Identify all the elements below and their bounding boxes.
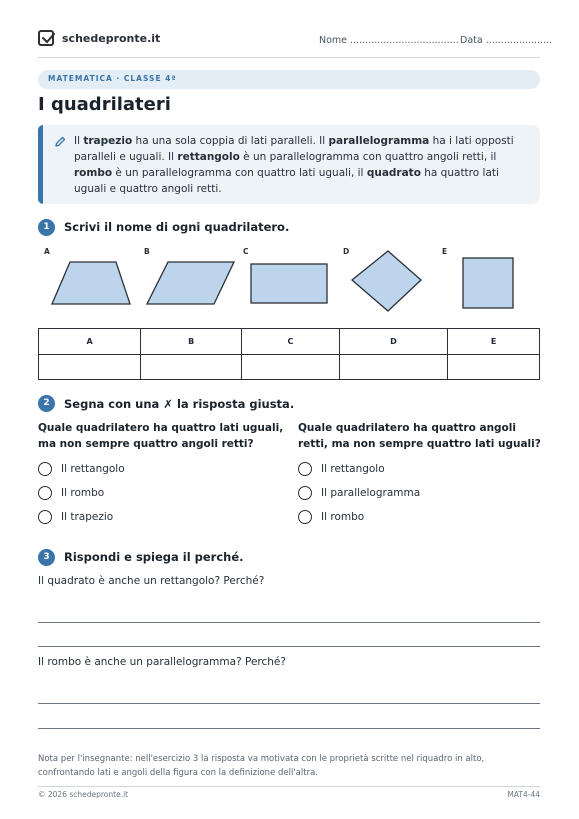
- radio-right-2[interactable]: [298, 486, 312, 500]
- left-question: [38, 420, 283, 452]
- footer-copyright: © 2026 schedepronte.it: [38, 790, 129, 799]
- question-rhombus: Il rombo è anche un parallelogramma? Perché?: [38, 656, 286, 668]
- answer-cell-e[interactable]: [448, 355, 540, 380]
- shape-label-b: B: [144, 247, 150, 256]
- radio-right-1[interactable]: [298, 462, 312, 476]
- rectangle-shape: [251, 264, 327, 303]
- right-question: [298, 420, 541, 452]
- shape-label-a: A: [44, 247, 50, 256]
- answer-line-1[interactable]: [38, 622, 540, 623]
- shape-label-d: D: [343, 247, 350, 256]
- left-question-line-1: Quale quadrilatero ha quattro lati uguali,: [38, 422, 284, 434]
- exercise-1-number: 1: [38, 219, 55, 236]
- option-left-3: Il trapezio: [61, 511, 114, 523]
- option-left-2: Il rombo: [61, 487, 105, 499]
- table-header-b: B: [141, 329, 242, 355]
- option-right-3: Il rombo: [321, 511, 365, 523]
- left-question-line-2: ma non sempre quattro angoli retti?: [38, 438, 254, 450]
- square-shape: [463, 258, 513, 308]
- table-header-d: D: [339, 329, 447, 355]
- right-question-line-2: retti, ma non sempre quattro lati uguali?: [298, 438, 541, 450]
- table-header-c: C: [242, 329, 340, 355]
- check-icon: [41, 33, 55, 45]
- radio-left-1[interactable]: [38, 462, 52, 476]
- teacher-note: Nota per l'insegnante: nell'esercizio 3 la risposta va motivata con le proprietà scritte nel riquadro in alto, confrontando lati e angoli della figura con la definizione dell'altra.: [38, 754, 485, 778]
- answer-cell-c[interactable]: [242, 355, 340, 380]
- category-label: MATEMATICA · CLASSE 4ª: [48, 74, 177, 83]
- info-text: Il trapezio ha una sola coppia di lati paralleli. Il parallelogramma ha i lati opposti paralleli e uguali. Il rettangolo è un parallelogramma con quattro angoli retti, il rombo è un parallelogramma con quattro lati uguali, il quadrato ha quattro lati uguali e quattro angoli retti.: [74, 135, 514, 195]
- shape-label-c: C: [243, 247, 249, 256]
- category-pill: [38, 70, 540, 89]
- answer-line-4[interactable]: [38, 728, 540, 729]
- exercise-2-number: 2: [38, 395, 55, 412]
- exercise-2-title: Segna con una ✗ la risposta giusta.: [64, 397, 295, 411]
- footer-code: MAT4-44: [507, 790, 540, 799]
- date-field: Data ......................: [460, 35, 553, 46]
- answer-line-2[interactable]: [38, 646, 540, 647]
- exercise-3-title: Rispondi e spiega il perché.: [64, 550, 244, 564]
- exercise-3-number: 3: [38, 549, 55, 566]
- answer-table: [38, 328, 540, 380]
- answer-cell-a[interactable]: [39, 355, 141, 380]
- answer-cell-d[interactable]: [339, 355, 447, 380]
- name-field: Nome ....................................: [319, 35, 459, 46]
- footer-divider: [38, 786, 540, 787]
- pencil-icon: [54, 136, 66, 148]
- exercise-1-title: Scrivi il nome di ogni quadrilatero.: [64, 220, 290, 234]
- option-right-1: Il rettangolo: [321, 463, 385, 475]
- answer-line-3[interactable]: [38, 703, 540, 704]
- option-right-2: Il parallelogramma: [321, 487, 421, 499]
- parallelogram-shape: [147, 262, 234, 304]
- radio-left-2[interactable]: [38, 486, 52, 500]
- trapezoid-shape: [52, 262, 130, 304]
- shape-label-e: E: [442, 247, 448, 256]
- page-title: I quadrilateri: [38, 94, 171, 115]
- info-box-accent: [38, 125, 43, 204]
- header-divider: [38, 57, 540, 58]
- radio-right-3[interactable]: [298, 510, 312, 524]
- table-header-a: A: [39, 329, 141, 355]
- radio-left-3[interactable]: [38, 510, 52, 524]
- shapes-row: [38, 248, 540, 318]
- option-left-1: Il rettangolo: [61, 463, 125, 475]
- rhombus-shape: [352, 251, 421, 311]
- table-header-e: E: [448, 329, 540, 355]
- right-question-line-1: Quale quadrilatero ha quattro angoli: [298, 422, 516, 434]
- brand-name: schedepronte.it: [62, 32, 161, 45]
- answer-cell-b[interactable]: [141, 355, 242, 380]
- question-square: Il quadrato è anche un rettangolo? Perché?: [38, 575, 265, 587]
